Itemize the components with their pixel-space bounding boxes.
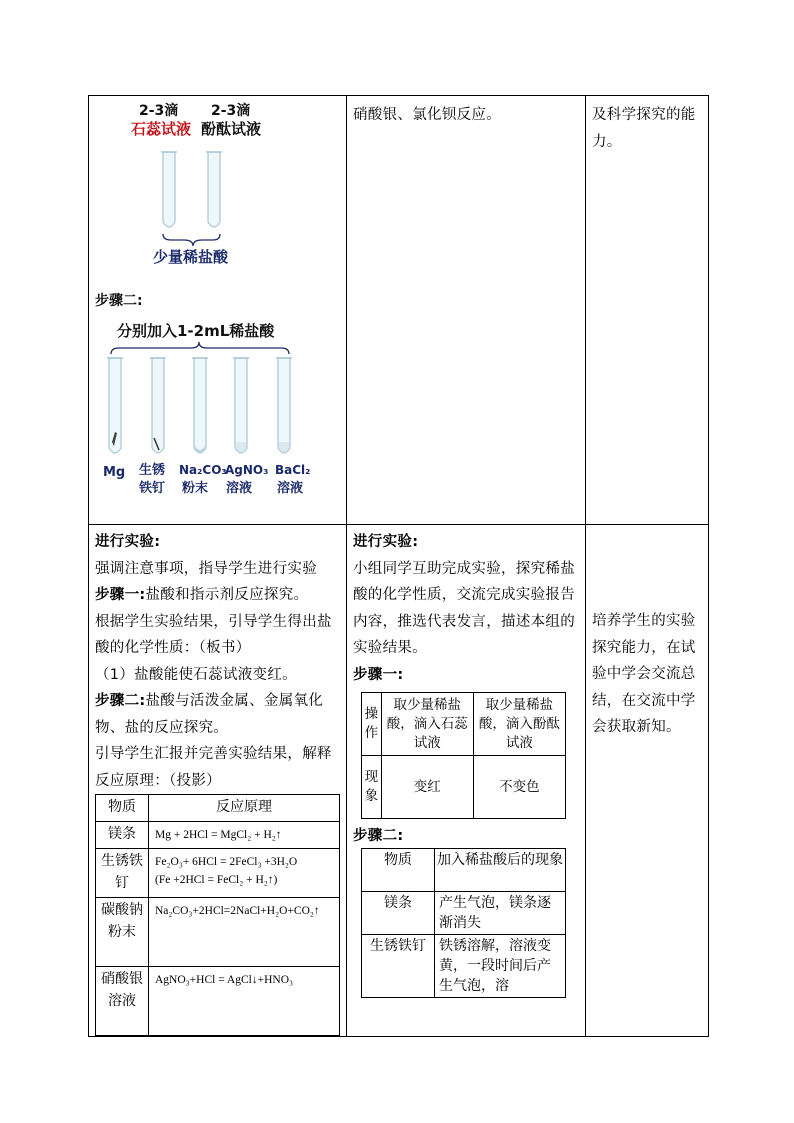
goal-text: 培养学生的实验探究能力，在试验中学会交流总结，在交流中学会获取新知。 (592, 613, 696, 735)
teacher-line-4: （1）盐酸能使石蕊试液变红。 (95, 666, 297, 683)
indicator-phen-head: 现象 (362, 756, 382, 819)
observation-phenomenon: 产生气泡，镁条逐渐消失 (435, 891, 566, 934)
drops-label-1: 2-3滴 (139, 103, 179, 119)
teacher-line-6: 引导学生汇报并完善实验结果，解释反应原理：（投影） (95, 746, 332, 789)
figure-row (89, 96, 709, 525)
teacher-line-1: 强调注意事项，指导学生进行实验 (95, 560, 317, 577)
test-tube-agno3 (233, 358, 249, 453)
indicator-table (361, 692, 566, 819)
test-tube-mg (107, 358, 123, 453)
label-bacl2-1: BaCl₂ (275, 463, 311, 477)
reaction-row (96, 898, 340, 967)
student-content (347, 525, 585, 688)
top-student-cell (347, 96, 586, 525)
reaction-substance: 镁条 (96, 822, 149, 849)
indicator-phen-b: 不变色 (473, 756, 565, 819)
observation-row (362, 934, 566, 997)
label-na2co3-1: Na₂CO₃ (179, 463, 227, 477)
student-step1: 步骤一: (353, 666, 404, 683)
observation-substance: 生锈铁钉 (362, 934, 435, 997)
test-tube-figures (89, 96, 346, 520)
reaction-row (96, 822, 340, 849)
observation-substance: 镁条 (362, 891, 435, 934)
label-agno3-1: AgNO₃ (225, 463, 269, 477)
reaction-equation: Na₂CO₃+2HCl=2NaCl+H₂O+CO₂↑ (149, 898, 340, 967)
teacher-step2-text: 盐酸与活泼金属、金属氧化物、盐的反应探究。 (95, 693, 324, 736)
indicator-op-head: 操作 (362, 693, 382, 756)
indicator-op-b: 取少量稀盐酸，滴入酚酞试液 (473, 693, 565, 756)
goal-cell (586, 525, 709, 1037)
teacher-step1-head: 步骤一: (95, 587, 146, 603)
test-tube-bacl2 (276, 358, 292, 453)
student-cell (347, 525, 586, 1037)
test-tube-2 (206, 152, 222, 227)
reaction-equation: Mg + 2HCl = MgCl₂ + H₂↑ (149, 822, 340, 849)
figure-cell (89, 96, 347, 525)
litmus-label: 石蕊试液 (131, 120, 192, 138)
test-tube-nail (150, 358, 166, 453)
teacher-cell (89, 525, 347, 1037)
teacher-line-3: 根据学生实验结果，引导学生得出盐酸的化学性质：（板书） (95, 613, 332, 656)
bracket-1 (163, 234, 220, 246)
teacher-step1 (95, 582, 340, 609)
label-rusty-1: 生锈 (139, 463, 166, 478)
reaction-table (95, 794, 340, 1036)
teacher-content (89, 525, 346, 794)
top-goal-text: 及科学探究的能力。 (592, 107, 696, 150)
reaction-substance: 硝酸银溶液 (96, 967, 149, 1036)
observation-header-phenomenon: 加入稀盐酸后的现象 (435, 848, 566, 891)
reaction-equation: Fe₂O₃+ 6HCl = 2FeCl₃ +3H₂O (155, 856, 298, 868)
phenolphthalein-label: 酚酞试液 (201, 120, 262, 138)
label-rusty-2: 铁钉 (139, 481, 166, 496)
reaction-row (96, 967, 340, 1036)
observation-header-substance: 物质 (362, 848, 435, 891)
observation-table (361, 848, 566, 998)
test-tube-1 (161, 152, 177, 227)
observation-header-row (362, 848, 566, 891)
observation-phenomenon: 铁锈溶解，溶液变黄，一段时间后产生气泡，溶 (435, 934, 566, 997)
drops-label-2: 2-3滴 (211, 103, 251, 119)
label-agno3-2: 溶液 (226, 481, 253, 496)
reaction-equation: AgNO₃+HCl = AgCl↓+HNO₃ (149, 967, 340, 1036)
experiment-row (89, 525, 709, 1037)
reaction-header-substance: 物质 (96, 795, 149, 822)
label-na2co3-2: 粉末 (182, 481, 209, 496)
student-paragraph: 小组同学互助完成实验，探究稀盐酸的化学性质，交流完成实验报告内容，推选代表发言，描述本组的实验结果。 (353, 560, 575, 656)
teacher-title: 进行实验: (95, 534, 161, 550)
reaction-equation-alt: (Fe +2HCl = FeCl₂ + H₂↑) (155, 874, 278, 886)
top-goal-cell (586, 96, 709, 525)
top-student-text: 硝酸银、氯化钡反应。 (353, 107, 501, 123)
teacher-step2-head: 步骤二: (95, 693, 146, 709)
lesson-plan-table (88, 95, 709, 1037)
teacher-step1-text: 盐酸和指示剂反应探究。 (145, 587, 309, 603)
reaction-header-principle: 反应原理 (149, 795, 340, 822)
label-bacl2-2: 溶液 (277, 481, 304, 496)
indicator-op-row (362, 693, 566, 756)
step2-label: 步骤二: (95, 293, 143, 309)
label-mg: Mg (103, 465, 126, 480)
fig2-title: 分别加入1-2mL稀盐酸 (117, 322, 275, 340)
indicator-op-a: 取少量稀盐酸，滴入石蕊试液 (381, 693, 473, 756)
student-title: 进行实验: (353, 534, 419, 550)
test-tube-na2co3 (192, 358, 208, 453)
reaction-substance: 生锈铁钉 (96, 849, 149, 898)
teacher-step2 (95, 688, 340, 741)
indicator-phen-a: 变红 (381, 756, 473, 819)
dilute-hcl-caption: 少量稀盐酸 (153, 248, 229, 266)
bracket-2 (111, 342, 289, 354)
student-step2: 步骤二: (353, 828, 404, 844)
indicator-phen-row (362, 756, 566, 819)
reaction-row (96, 849, 340, 898)
observation-row (362, 891, 566, 934)
reaction-equation-cell (149, 849, 340, 898)
reaction-header-row (96, 795, 340, 822)
reaction-substance: 碳酸钠粉末 (96, 898, 149, 967)
